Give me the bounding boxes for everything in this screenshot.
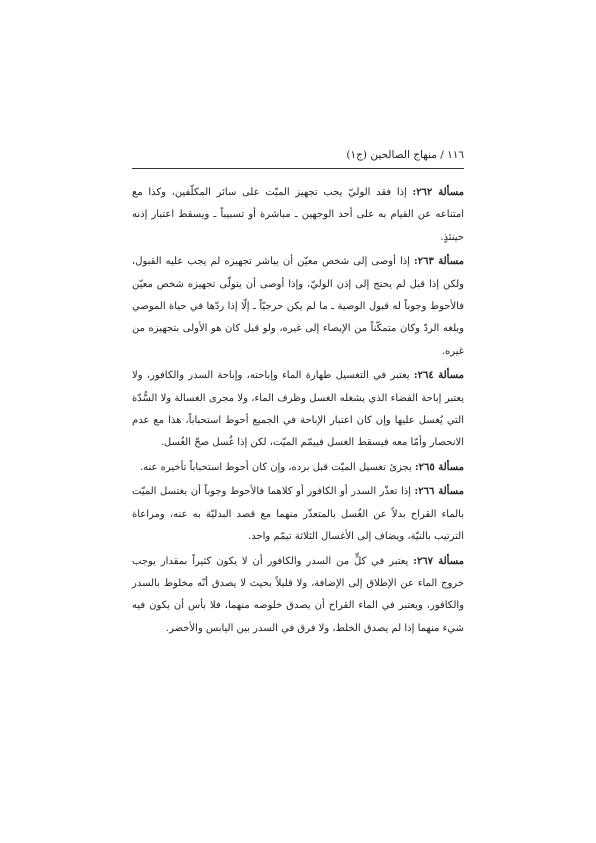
issue-text: إذا تعذّر السدر أو الكافور أو كلاهما فالأحوط وجوباً أن يغتسل الميّت بالماء القراح بدلاً عن الغُسل بالمتعذّر منهما مع قصد البدليّة به عنه، ومراعاة الترتيب بالنيّة، ويضاف إلى الأغسال الثلاثة تيمّم واحد. — [132, 486, 464, 543]
issue-label: مسألة ٢٦٧: — [413, 555, 464, 567]
issue-label: مسألة ٢٦٢: — [412, 187, 464, 198]
issue-text: يعتبر في التغسيل طهارة الماء وإباحته، وإباحة السدر والكافور، ولا يعتبر إباحة الفضاء الذي يشغله الغسل وظرف الماء، ولا مجرى الغسالة ولا السُّدّة التي يُغسل عليها وإن كان اعتبار الإباحة في الجميع أحوط استحباباً، هذا مع عدم الانحصار وأمّا معه فيسقط الغسل فييمّم الميّت، لكن إذا غُسل صحّ الغُسل. — [132, 370, 464, 449]
issue-text: يعتبر في كلٍّ من السدر والكافور أن لا يكون كثيراً بمقدار يوجب خروج الماء عن الإطلاق إلى الإضافة، ولا قليلاً بحيث لا يصدق أنّه مخلوط بالسدر والكافور، ويعتبر في الماء القراح أن يصدق خلوصه منهما، فلا بأس أن يكون فيه شيء منهما إذا لم يصدق الخلط، ولا فرق في السدر بين اليابس والأخضر. — [132, 555, 464, 634]
issue-label: مسألة ٢٦٤: — [413, 370, 464, 382]
issue-263 — [132, 251, 464, 363]
issue-text: يجزئ تغسيل الميّت قبل برده، وإن كان أحوط استحباباً تأخيره عنه. — [139, 461, 415, 473]
issue-text: إذا فقد الوليّ يجب تجهيز الميّت على سائر المكلّفين، وكذا مع امتناعه عن القيام به على أحد الوجهين ـ مباشرة أو تسبيباً ـ ويسقط اعتبار إذنه حينئذٍ. — [132, 187, 464, 243]
issue-266 — [132, 481, 464, 548]
issue-label: مسألة ٢٦٦: — [414, 486, 464, 498]
issue-264 — [132, 365, 464, 455]
issue-267 — [132, 551, 464, 641]
issue-262 — [132, 182, 464, 249]
issue-265 — [132, 457, 464, 479]
issue-label: مسألة ٢٦٣: — [414, 256, 464, 268]
page-body — [132, 182, 464, 640]
issue-label: مسألة ٢٦٥: — [414, 461, 464, 473]
running-title: ١١٦ / منهاج الصالحين (ج١) — [346, 149, 464, 161]
header-rule — [132, 168, 464, 169]
issue-text: إذا أوصى إلى شخص معيّن أن يباشر تجهيزه لم يجب عليه القبول، ولكن إذا قبل لم يحتج إلى إذن الوليّ، وإذا أوصى أن يتولّى تجهيزه شخص معيّن فالأحوط وجوباً له قبول الوصية ـ ما لم يكن حرجيّاً ـ إلّا إذا ردّها في حياة الموصي وبلغه الردّ وكان متمكّناً من الإيصاء إلى غيره، ولو قبل كان هو الأولى بتجهيزه من غيره. — [132, 256, 464, 357]
book-page — [132, 146, 464, 642]
page-header — [132, 146, 464, 168]
